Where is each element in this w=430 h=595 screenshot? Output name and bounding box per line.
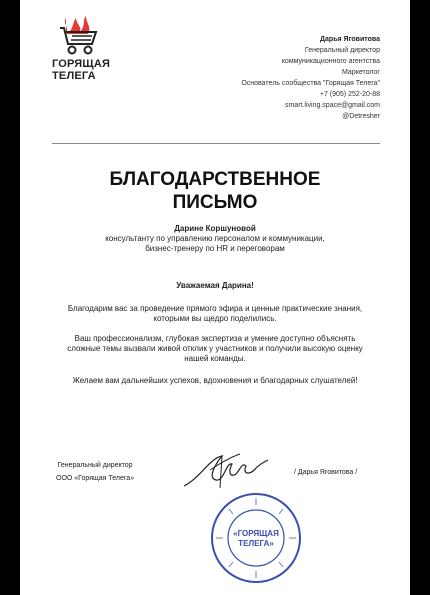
letter-page (20, 0, 410, 595)
recipient-role: бизнес-тренеру по HR и переговорам (145, 244, 285, 253)
paragraph-line: Ваш профессионализм, глубокая экспертиза и умение доступно объяснять (74, 334, 356, 343)
paragraph-line: нашей команды. (184, 354, 246, 363)
contact-email: smart.living.space@gmail.com (284, 102, 380, 109)
greeting: Уважаемая Дарина! (176, 281, 254, 290)
contact-name: Дарья Яговитова (320, 36, 380, 43)
contact-handle: @Detresher (342, 113, 380, 120)
paragraph (54, 376, 376, 386)
contact-line: Маркетолог (342, 69, 380, 76)
logo-line-2: ТЕЛЕГА (52, 70, 96, 82)
company-stamp (208, 490, 304, 591)
stamp-text-2: ТЕЛЕГА» (238, 539, 274, 548)
company-logo (52, 14, 132, 82)
paragraph (54, 304, 376, 324)
signer-position (56, 459, 134, 485)
signer-title: Генеральный директор (57, 462, 133, 469)
recipient-role: консультанту по управлению персоналом и коммуникации, (105, 234, 325, 243)
paragraph (54, 334, 376, 364)
burning-cart-icon (52, 14, 102, 56)
paragraph-line: Благодарим вас за проведение прямого эфира и ценные практические знания, (67, 304, 363, 313)
paragraph-line: которыми вы щедро поделились. (153, 314, 277, 323)
contact-line: Основатель сообщества "Горящая Телега" (241, 80, 380, 87)
header-divider (52, 143, 380, 144)
title-line-2: ПИСЬМО (172, 192, 258, 213)
paragraph-line: Желаем вам дальнейших успехов, вдохновения и благодарных слушателей! (72, 376, 358, 385)
logo-text (52, 58, 132, 82)
title-line-1: БЛАГОДАРСТВЕННОЕ (109, 169, 321, 190)
stamp-text-1: «ГОРЯЩАЯ (233, 529, 279, 538)
signer-company: ООО «Горящая Телега» (56, 475, 135, 482)
contact-block (180, 34, 380, 122)
letter-title (20, 168, 410, 214)
recipient-block (20, 224, 410, 254)
paragraph-line: сложные темы вызвали живой отклик у участников и получили высокую оценку (67, 344, 363, 353)
contact-line: коммуникационного агентства (281, 58, 380, 65)
contact-phone: +7 (905) 252-20-88 (319, 91, 380, 98)
signer-name: / Дарья Яговитова / (294, 469, 358, 476)
logo-line-1: ГОРЯЩАЯ (52, 58, 111, 70)
recipient-name: Дарине Коршуновой (174, 224, 256, 233)
contact-line: Генеральный директор (304, 47, 380, 54)
